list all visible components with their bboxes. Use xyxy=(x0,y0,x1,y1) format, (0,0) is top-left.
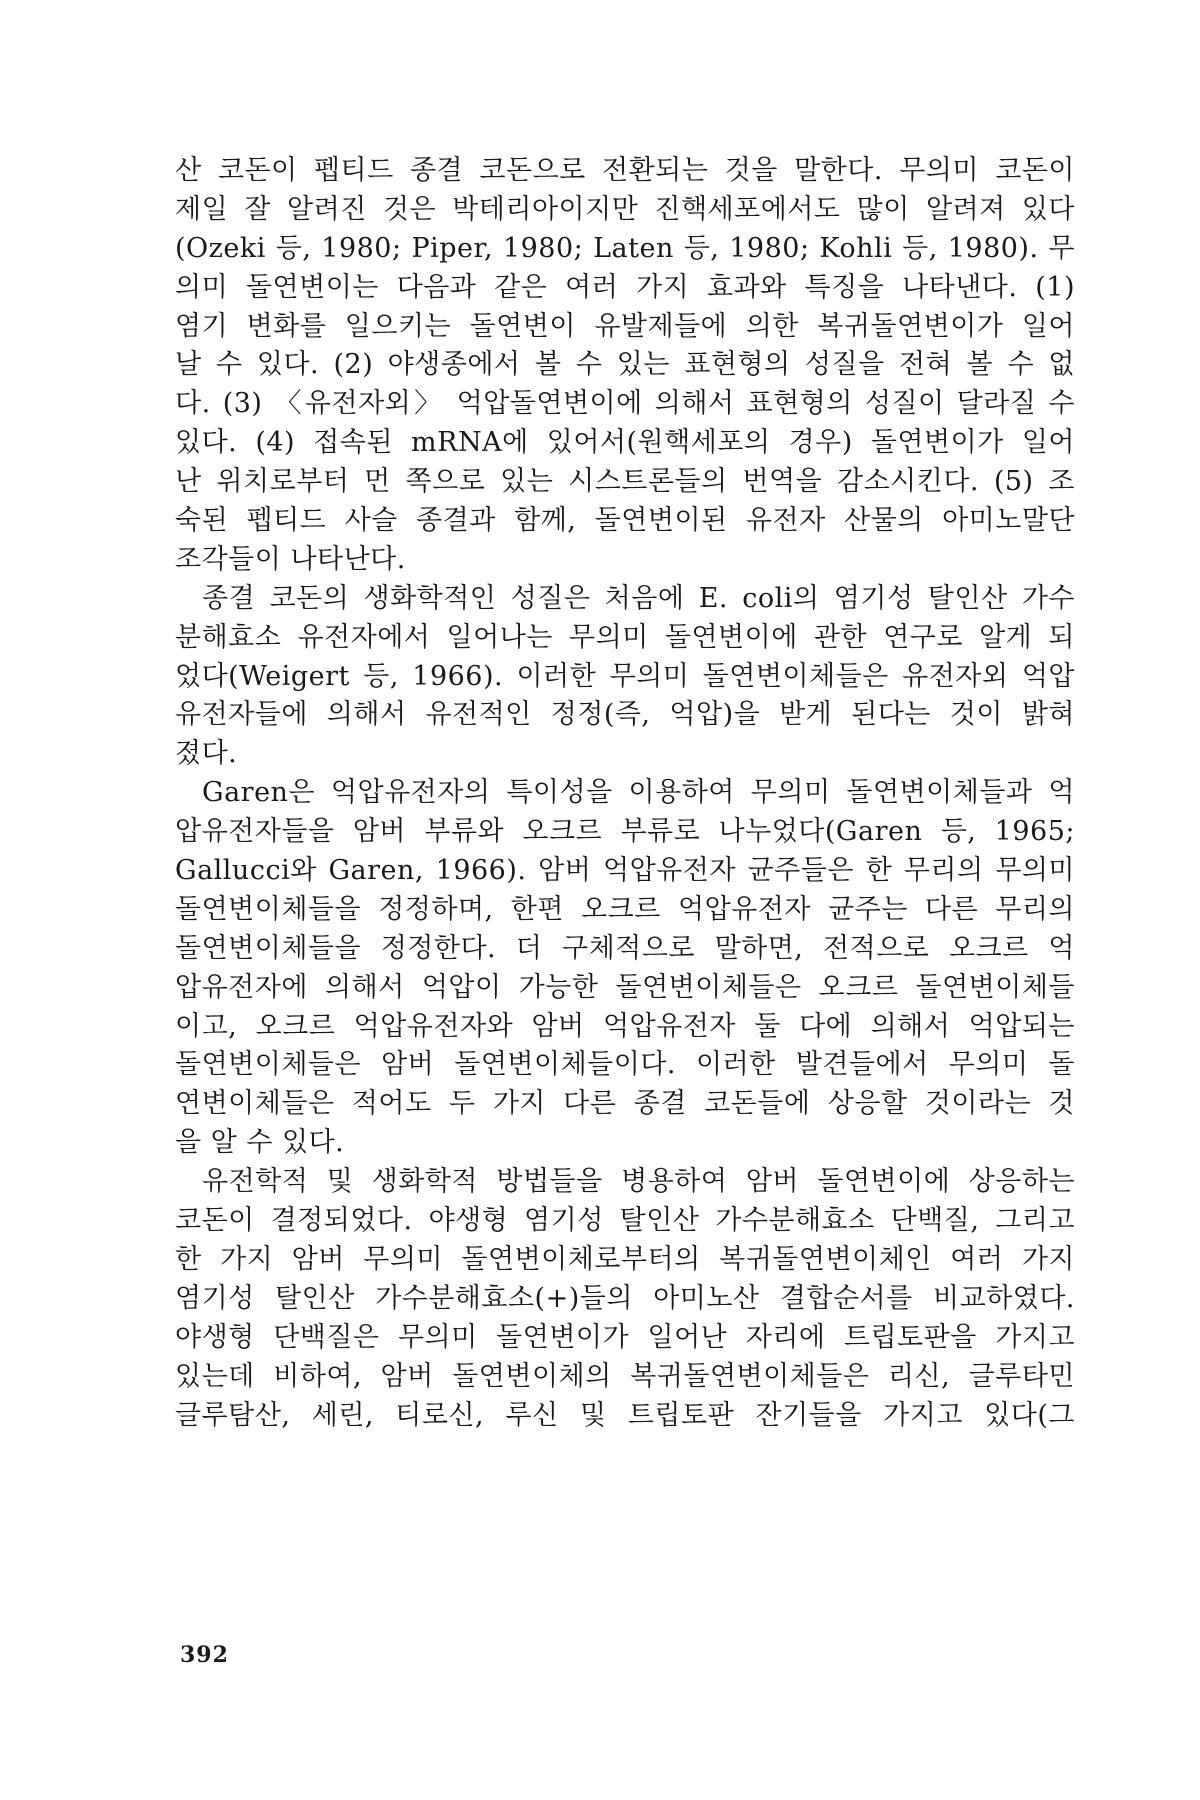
text-line: 염기성 탈인산 가수분해효소(+)들의 아미노산 결합순서를 비교하였다. xyxy=(175,1282,1075,1314)
text-line: 종결 코돈의 생화학적인 성질은 처음에 E. coli의 염기성 탈인산 가수 xyxy=(202,582,1075,614)
text-line: 압유전자에 의해서 억압이 가능한 돌연변이체들은 오크르 돌연변이체들 xyxy=(175,971,1075,1003)
text-line: 글루탐산, 세린, 티로신, 루신 및 트립토판 잔기들을 가지고 있다(그 xyxy=(175,1399,1075,1431)
text-line: 제일 잘 알려진 것은 박테리아이지만 진핵세포에서도 많이 알려져 있다 xyxy=(175,193,1075,225)
text-line: 졌다. xyxy=(175,738,238,770)
text-line: 연변이체들은 적어도 두 가지 다른 종결 코돈들에 상응할 것이라는 것 xyxy=(175,1088,1075,1120)
text-line: 산 코돈이 펩티드 종결 코돈으로 전환되는 것을 말한다. 무의미 코돈이 xyxy=(175,155,1075,186)
text-line: 한 가지 암버 무의미 돌연변이체로부터의 복귀돌연변이체인 여러 가지 xyxy=(175,1243,1075,1275)
body-text xyxy=(175,152,1075,1435)
text-line: 돌연변이체들을 정정한다. 더 구체적으로 말하면, 전적으로 오크르 억 xyxy=(175,932,1075,964)
text-line: 었다(Weigert 등, 1966). 이러한 무의미 돌연변이체들은 유전자외 억압 xyxy=(175,660,1075,692)
text-line: 날 수 있다. (2) 야생종에서 볼 수 있는 표현형의 성질을 전혀 볼 수 없 xyxy=(175,349,1075,381)
text-line: 의미 돌연변이는 다음과 같은 여러 가지 효과와 특징을 나타낸다. (1) xyxy=(175,271,1075,303)
text-line: 이고, 오크르 억압유전자와 암버 억압유전자 둘 다에 의해서 억압되는 xyxy=(175,1010,1075,1042)
text-line: 돌연변이체들은 암버 돌연변이체들이다. 이러한 발견들에서 무의미 돌 xyxy=(175,1049,1075,1081)
text-line: 유전학적 및 생화학적 방법들을 병용하여 암버 돌연변이에 상응하는 xyxy=(202,1166,1075,1198)
text-line: 있다. (4) 접속된 mRNA에 있어서(원핵세포의 경우) 돌연변이가 일어 xyxy=(175,427,1075,459)
text-line: 유전자들에 의해서 유전적인 정정(즉, 억압)을 받게 된다는 것이 밝혀 xyxy=(175,699,1075,731)
text-line: 난 위치로부터 먼 쪽으로 있는 시스트론들의 번역을 감소시킨다. (5) 조 xyxy=(175,466,1075,498)
text-line: 있는데 비하여, 암버 돌연변이체의 복귀돌연변이체들은 리신, 글루타민 xyxy=(175,1360,1075,1392)
text-line: 을 알 수 있다. xyxy=(175,1127,345,1159)
text-line: 돌연변이체들을 정정하며, 한편 오크르 억압유전자 균주는 다른 무리의 xyxy=(175,893,1075,925)
text-line: Garen은 억압유전자의 특이성을 이용하여 무의미 돌연변이체들과 억 xyxy=(202,777,1075,809)
text-line: 코돈이 결정되었다. 야생형 염기성 탈인산 가수분해효소 단백질, 그리고 xyxy=(175,1205,1075,1237)
text-line: 조각들이 나타난다. xyxy=(175,543,406,575)
text-line: (Ozeki 등, 1980; Piper, 1980; Laten 등, 1980; Kohli 등, 1980). 무 xyxy=(175,232,1075,264)
text-line: Gallucci와 Garen, 1966). 암버 억압유전자 균주들은 한 무리의 무의미 xyxy=(175,855,1075,887)
text-line: 분해효소 유전자에서 일어나는 무의미 돌연변이에 관한 연구로 알게 되 xyxy=(175,621,1075,653)
text-line: 다. (3) 〈유전자외〉 억압돌연변이에 의해서 표현형의 성질이 달라질 수 xyxy=(175,388,1075,420)
text-line: 야생형 단백질은 무의미 돌연변이가 일어난 자리에 트립토판을 가지고 xyxy=(175,1321,1075,1353)
text-line: 숙된 펩티드 사슬 종결과 함께, 돌연변이된 유전자 산물의 아미노말단 xyxy=(175,505,1075,537)
page-number: 392 xyxy=(180,1642,229,1668)
text-line: 압유전자들을 암버 부류와 오크르 부류로 나누었다(Garen 등, 1965; xyxy=(175,816,1075,848)
text-line: 염기 변화를 일으키는 돌연변이 유발제들에 의한 복귀돌연변이가 일어 xyxy=(175,310,1075,342)
